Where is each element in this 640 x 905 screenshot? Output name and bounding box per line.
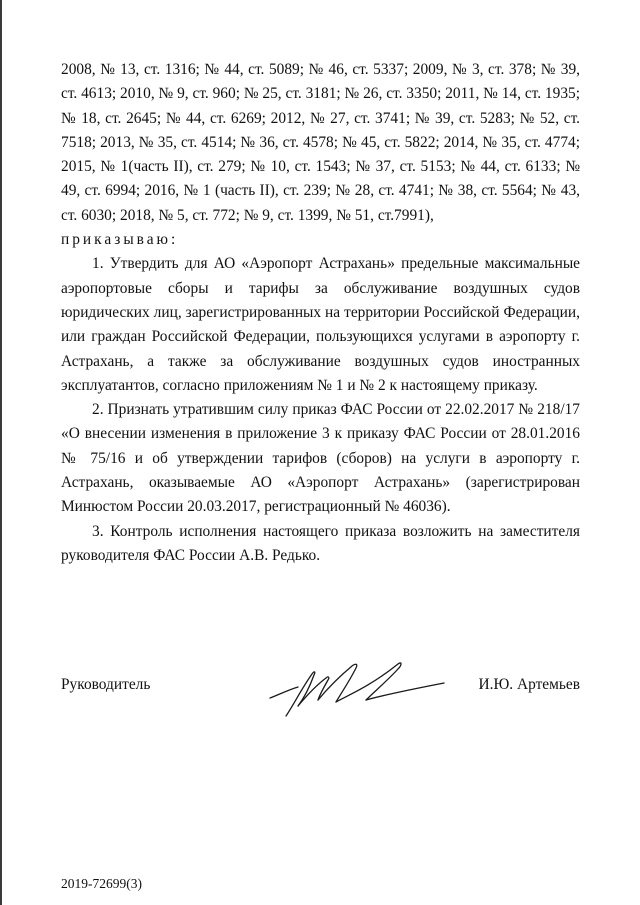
order-item-3: 3. Контроль исполнения настоящего приказа возложить на заместителя руководителя ФАС России А.В. Редько. [61, 522, 580, 564]
handwritten-signature [268, 654, 446, 720]
signatory-name: И.Ю. Артемьев [478, 676, 580, 693]
order-item-1: 1. Утвердить для АО «Аэропорт Астрахань» предельные максимальные аэропортовые сборы и тарифы за обслуживание воздушных судов юридических лиц, зарегистрированных на территории Российской Федерации, или граждан Российской Федерации, пользующихся услугами в аэропорту г. Астрахань, а также за обслуживание воздушных судов иностранных эксплуатантов, согласно приложениям № 1 и № 2 к настоящему приказу. [61, 255, 580, 394]
order-word: приказываю: [61, 231, 179, 249]
document-body [61, 58, 580, 568]
page-edge-line [0, 0, 2, 905]
document-number: 2019-72699(3) [61, 876, 142, 891]
order-item-2: 2. Признать утратившим силу приказ ФАС России от 22.02.2017 № 218/17 «О внесении изменения в приложение 3 к приказу ФАС России от 28.01.2016 № 75/16 и об утверждении тарифов (сборов) на услуги в аэропорту г. Астрахань, оказываемые АО «Аэропорт Астрахань» (зарегистрирован Минюстом России 20.03.2017, регистрационный № 46036). [61, 401, 580, 516]
legal-references-paragraph: 2008, № 13, ст. 1316; № 44, ст. 5089; № 46, ст. 5337; 2009, № 3, ст. 378; № 39, ст. 4613; 2010, № 9, ст. 960; № 25, ст. 3181; № 26, ст. 3350; 2011, № 14, ст. 1935; № 18, ст. 2645; № 44, ст. 6269; 2012, № 27, ст. 3741; № 39, ст. 5283; № 52, ст. 7518; 2013, № 35, ст. 4514; № 36, ст. 4578; № 45, ст. 5822; 2014, № 35, ст. 4774; 2015, № 1(часть II), ст. 279; № 10, ст. 1543; № 37, ст. 5153; № 44, ст. 6133; № 49, ст. 6994; 2016, № 1 (часть II), ст. 239; № 28, ст. 4741; № 38, ст. 5564; № 43, ст. 6030; 2018, № 5, ст. 772; № 9, ст. 1399, № 51, ст.7991), [61, 61, 580, 224]
signatory-title: Руководитель [61, 676, 151, 693]
